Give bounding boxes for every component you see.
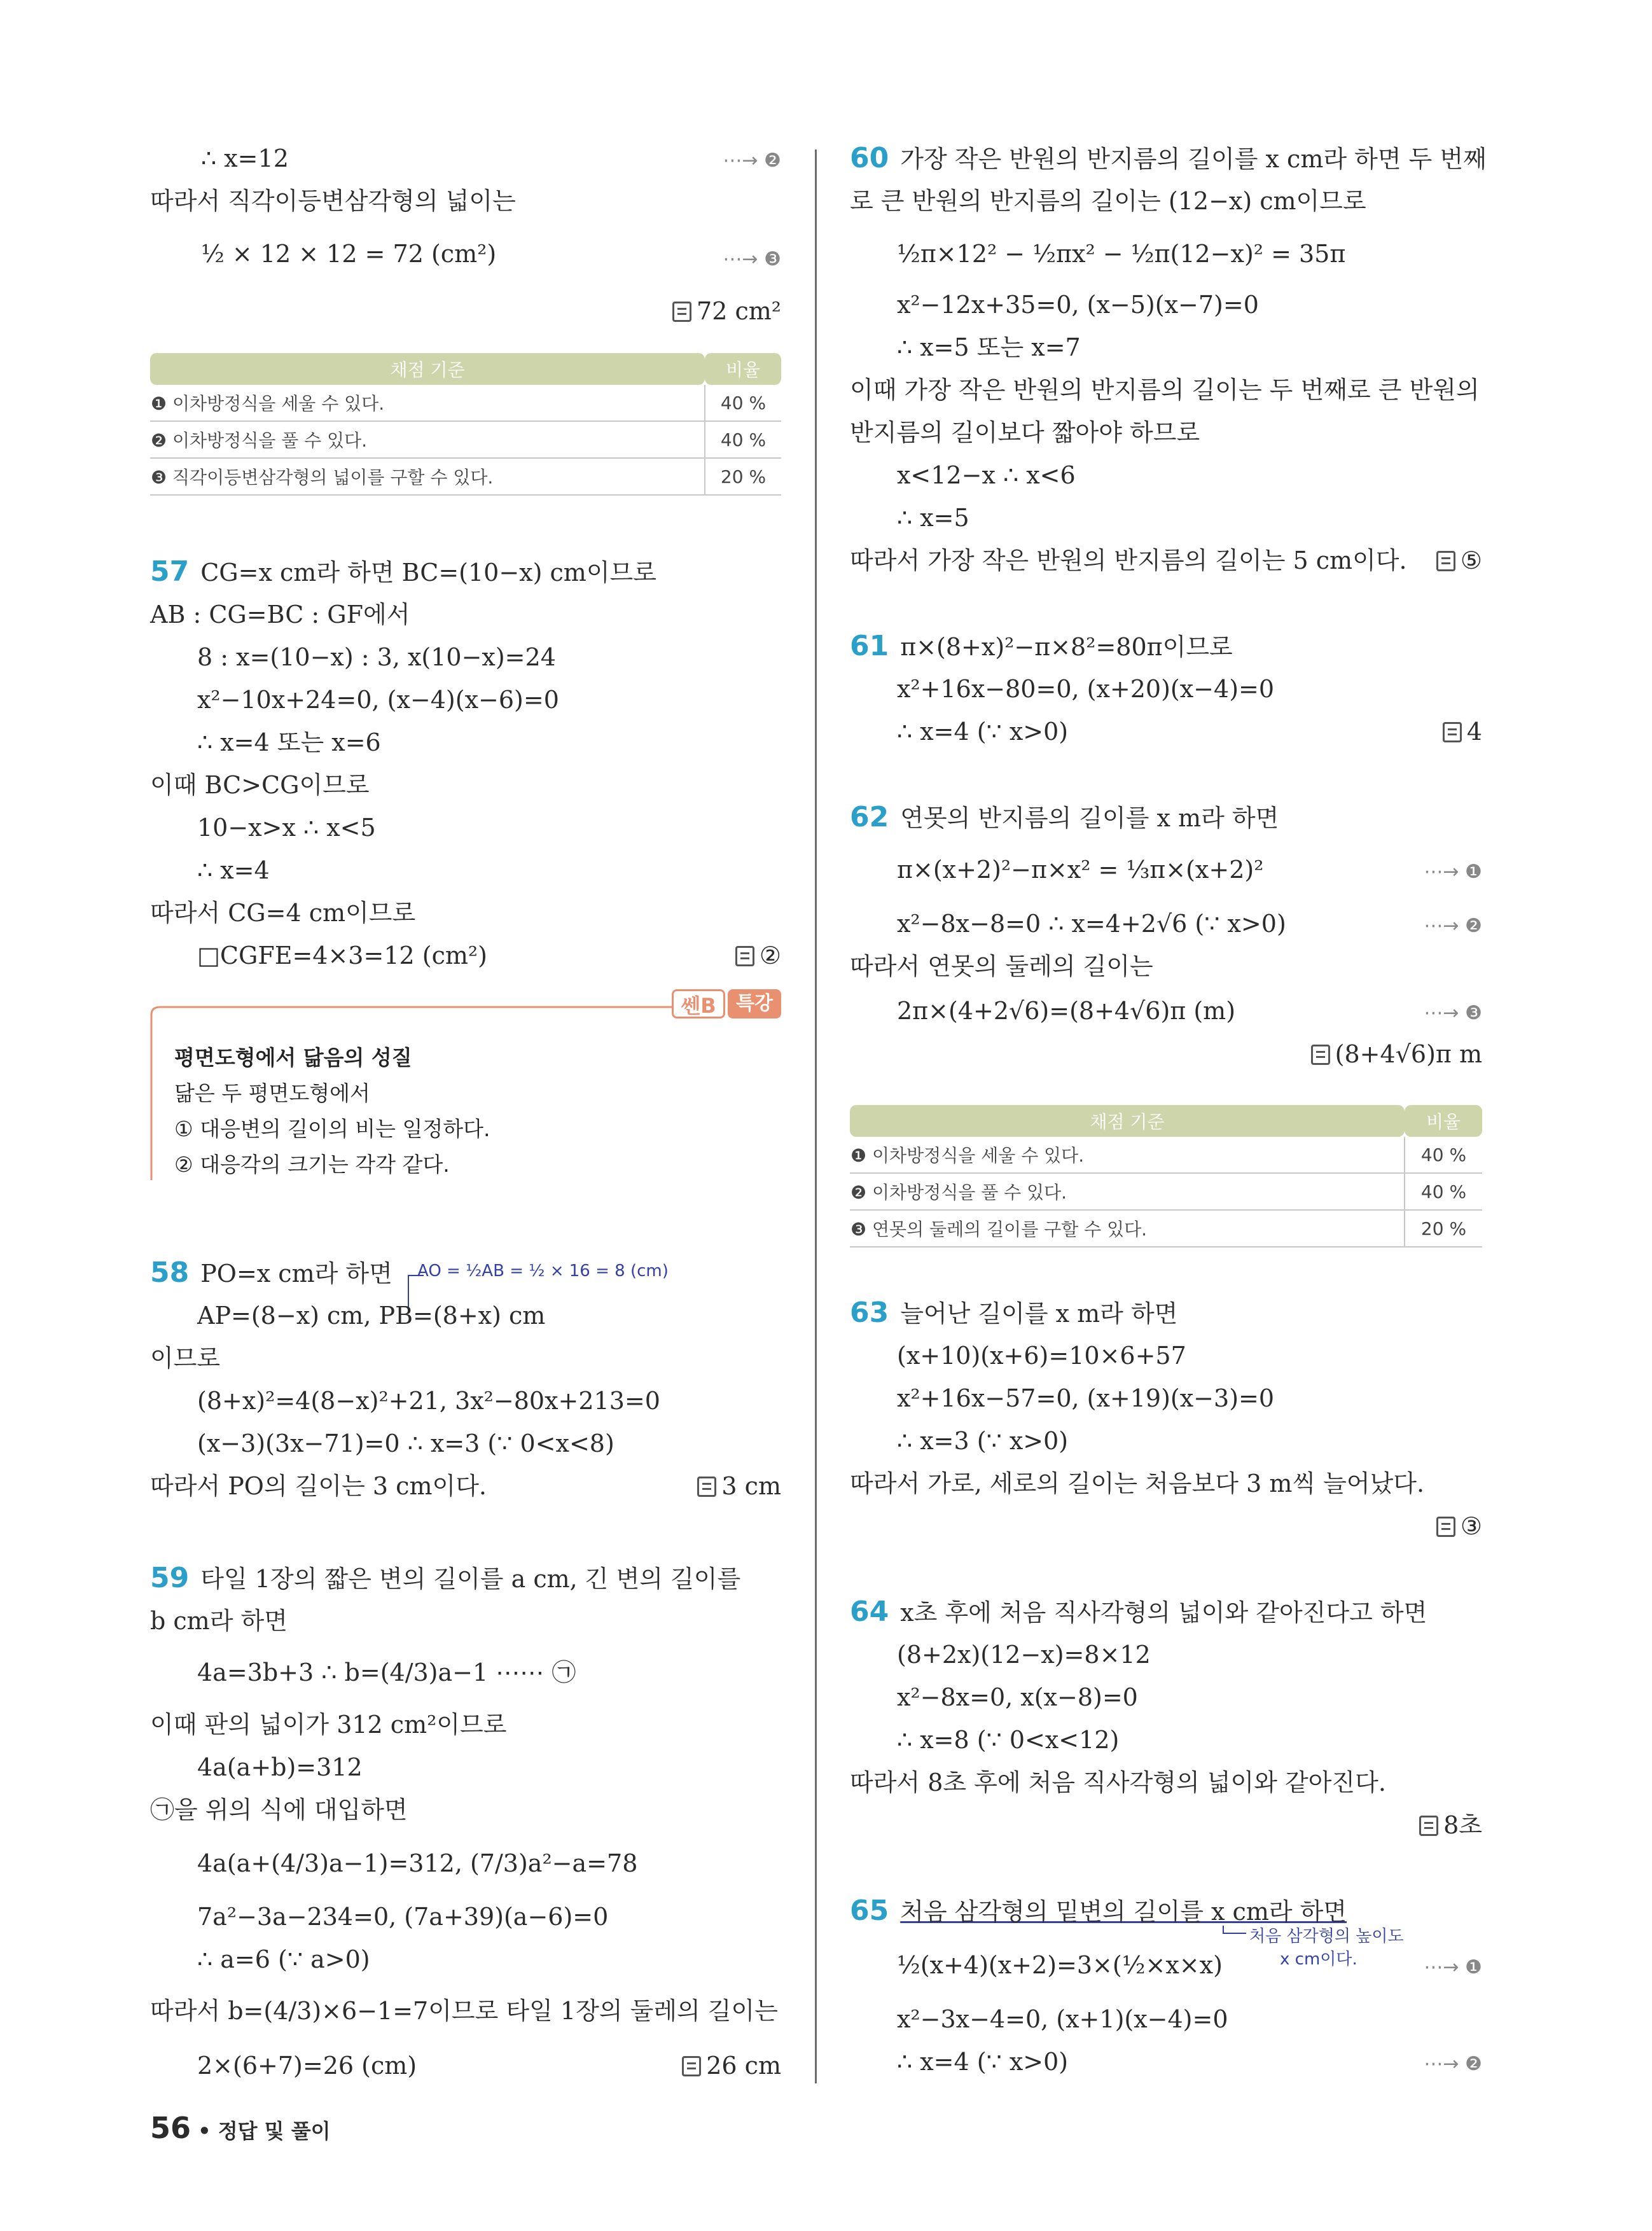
- answer-63: ③: [1436, 1511, 1482, 1541]
- step-marker: ⋯→ ❶: [1424, 861, 1482, 883]
- answer-icon: [1443, 722, 1462, 742]
- solution-line: 2×(6+7)=26 (cm): [197, 2052, 417, 2080]
- solution-line: 반지름의 길이보다 짧아야 하므로: [850, 419, 1200, 447]
- note-connector: [1222, 1924, 1247, 1943]
- answer-59: 26 cm: [682, 2050, 781, 2081]
- step-marker: ⋯→ ❷: [1424, 915, 1482, 937]
- answer-icon: [682, 2056, 701, 2076]
- step-marker: ⋯→ ❶: [1424, 1956, 1482, 1978]
- table-row: ❸ 연못의 둘레의 길이를 구할 수 있다. 20 %: [850, 1210, 1482, 1247]
- step-marker: ⋯→ ❸: [1424, 1002, 1482, 1024]
- ssenb-tag: 특강: [728, 989, 781, 1018]
- table-row: ❶ 이차방정식을 세울 수 있다. 40 %: [850, 1137, 1482, 1173]
- solution-line: 따라서 직각이등변삼각형의 넓이는: [150, 187, 516, 215]
- problem-63-heading: 63 늘어난 길이를 x m라 하면: [850, 1296, 1178, 1329]
- table-row: ❷ 이차방정식을 풀 수 있다. 40 %: [150, 421, 781, 458]
- note-65-line1: 처음 삼각형의 높이도: [1249, 1927, 1404, 1946]
- step-marker: ⋯→ ❷: [723, 149, 781, 172]
- solution-line: ½(x+4)(x+2)=3×(½×x×x): [897, 1951, 1223, 1979]
- solution-line: AP=(8−x) cm, PB=(8+x) cm: [197, 1302, 546, 1330]
- solution-line: 따라서 b=(4/3)×6−1=7이므로 타일 1장의 둘레의 길이는: [150, 1997, 778, 2025]
- solution-line: 이므로: [150, 1344, 221, 1372]
- solution-line: 따라서 가장 작은 반원의 반지름의 길이는 5 cm이다.: [850, 546, 1407, 574]
- table-row: ❷ 이차방정식을 풀 수 있다. 40 %: [850, 1173, 1482, 1210]
- step-marker: ⋯→ ❷: [1424, 2053, 1482, 2075]
- ssenb-brand: 쎈B: [672, 989, 725, 1018]
- answer-icon: [1311, 1045, 1330, 1065]
- table-header: 채점 기준: [150, 353, 705, 385]
- solution-line: ∴ x=4 또는 x=6: [197, 728, 381, 756]
- table-header: 채점 기준: [850, 1105, 1405, 1137]
- problem-58-heading: 58 PO=x cm라 하면: [150, 1256, 392, 1289]
- answer-57: ②: [735, 940, 781, 971]
- answer-56: 72 cm²: [672, 296, 781, 326]
- answer-icon: [697, 1477, 716, 1497]
- table-header: 비율: [705, 353, 781, 385]
- note-58: AO = ½AB = ½ × 16 = 8 (cm): [417, 1261, 669, 1281]
- solution-line: 4a=3b+3 ∴ b=(4/3)a−1 ⋯⋯ ㉠: [197, 1658, 576, 1686]
- solution-line: x²−12x+35=0, (x−5)(x−7)=0: [897, 291, 1259, 319]
- solution-line: b cm라 하면: [150, 1607, 288, 1635]
- solution-line: 2π×(4+2√6)=(8+4√6)π (m): [897, 997, 1236, 1025]
- solution-line: ∴ x=4: [197, 856, 270, 884]
- solution-line: (8+2x)(12−x)=8×12: [897, 1641, 1151, 1669]
- scoring-table: [150, 353, 781, 496]
- page-footer: [150, 2111, 331, 2145]
- answer-icon: [1436, 551, 1455, 571]
- answer-60: ⑤: [1436, 545, 1482, 576]
- solution-line: 4a(a+(4/3)a−1)=312, (7/3)a²−a=78: [197, 1849, 638, 1877]
- solution-line: ∴ x=4 (∵ x>0): [897, 2048, 1069, 2076]
- table-row: ❸ 직각이등변삼각형의 넓이를 구할 수 있다. 20 %: [150, 458, 781, 495]
- footer-label: • 정답 및 풀이: [198, 2119, 331, 2143]
- tip-line: 닮은 두 평면도형에서: [174, 1081, 370, 1106]
- solution-line: 4a(a+b)=312: [197, 1753, 363, 1781]
- solution-line: (x+10)(x+6)=10×6+57: [897, 1342, 1186, 1370]
- solution-line: π×(x+2)²−π×x² = ⅓π×(x+2)²: [897, 856, 1264, 884]
- solution-line: x²−8x−8=0 ∴ x=4+2√6 (∵ x>0): [897, 910, 1286, 938]
- problem-65-heading: 65 처음 삼각형의 밑변의 길이를 x cm라 하면: [850, 1894, 1347, 1927]
- problem-59-heading: 59 타일 1장의 짧은 변의 길이를 a cm, 긴 변의 길이를: [150, 1562, 741, 1594]
- solution-line: x²−10x+24=0, (x−4)(x−6)=0: [197, 686, 559, 714]
- answer-58: 3 cm: [697, 1471, 781, 1501]
- ssenb-badge: [672, 989, 781, 1020]
- solution-line: ½π×12² − ½πx² − ½π(12−x)² = 35π: [897, 240, 1346, 268]
- solution-line: ∴ x=12: [201, 144, 289, 172]
- problem-61-heading: 61 π×(8+x)²−π×8²=80π이므로: [850, 630, 1233, 662]
- column-divider: [815, 149, 817, 2083]
- problem-64-heading: 64 x초 후에 처음 직사각형의 넓이와 같아진다고 하면: [850, 1595, 1427, 1628]
- solution-line: x²+16x−80=0, (x+20)(x−4)=0: [897, 675, 1275, 703]
- solution-line: 8 : x=(10−x) : 3, x(10−x)=24: [197, 643, 556, 671]
- solution-line: ∴ x=8 (∵ 0<x<12): [897, 1726, 1120, 1754]
- solution-line: 따라서 8초 후에 처음 직사각형의 넓이와 같아진다.: [850, 1769, 1386, 1797]
- solution-line: 이때 BC>CG이므로: [150, 771, 370, 799]
- solution-line: 7a²−3a−234=0, (7a+39)(a−6)=0: [197, 1903, 609, 1931]
- solution-line: ∴ x=5 또는 x=7: [897, 333, 1081, 361]
- solution-line: x²−8x=0, x(x−8)=0: [897, 1683, 1138, 1711]
- answer-icon: [735, 946, 754, 966]
- solution-line: 따라서 연못의 둘레의 길이는: [850, 952, 1153, 980]
- solution-line: 10−x>x ∴ x<5: [197, 814, 376, 842]
- solution-line: x²+16x−57=0, (x+19)(x−3)=0: [897, 1384, 1275, 1412]
- solution-line: 따라서 CG=4 cm이므로: [150, 899, 416, 927]
- answer-icon: [672, 302, 691, 322]
- scoring-table: [850, 1105, 1482, 1248]
- page-number: 56: [150, 2111, 191, 2145]
- tip-line: ② 대응각의 크기는 각각 같다.: [174, 1152, 450, 1177]
- solution-line: □CGFE=4×3=12 (cm²): [197, 942, 487, 970]
- solution-line: ∴ x=5: [897, 504, 969, 532]
- step-marker: ⋯→ ❸: [723, 248, 781, 270]
- solution-line: ½ × 12 × 12 = 72 (cm²): [201, 240, 497, 268]
- solution-line: 이때 판의 넓이가 312 cm²이므로: [150, 1711, 507, 1739]
- answer-64: 8초: [1419, 1810, 1482, 1840]
- solution-line: ∴ x=3 (∵ x>0): [897, 1427, 1069, 1455]
- solution-line: ∴ a=6 (∵ a>0): [197, 1945, 370, 1973]
- solution-line: x²−3x−4=0, (x+1)(x−4)=0: [897, 2005, 1228, 2033]
- solution-line: ㉠을 위의 식에 대입하면: [150, 1796, 408, 1824]
- problem-62-heading: 62 연못의 반지름의 길이를 x m라 하면: [850, 801, 1279, 833]
- answer-icon: [1419, 1816, 1438, 1836]
- solution-line: 이때 가장 작은 반원의 반지름의 길이는 두 번째로 큰 반원의: [850, 376, 1480, 404]
- solution-line: (x−3)(3x−71)=0 ∴ x=3 (∵ 0<x<8): [197, 1429, 614, 1457]
- solution-line: 따라서 가로, 세로의 길이는 처음보다 3 m씩 늘어났다.: [850, 1470, 1425, 1498]
- solution-line: ∴ x=4 (∵ x>0): [897, 718, 1069, 746]
- problem-57-heading: 57 CG=x cm라 하면 BC=(10−x) cm이므로: [150, 555, 656, 588]
- solution-line: x<12−x ∴ x<6: [897, 461, 1076, 489]
- table-row: ❶ 이차방정식을 세울 수 있다. 40 %: [150, 385, 781, 421]
- note-65-line2: x cm이다.: [1280, 1950, 1357, 1969]
- solution-line: 로 큰 반원의 반지름의 길이는 (12−x) cm이므로: [850, 187, 1366, 215]
- solution-line: AB : CG=BC : GF에서: [150, 601, 410, 629]
- solution-line: (8+x)²=4(8−x)²+21, 3x²−80x+213=0: [197, 1387, 660, 1415]
- answer-icon: [1436, 1517, 1455, 1537]
- tip-line: ① 대응변의 길이의 비는 일정하다.: [174, 1116, 490, 1141]
- tip-title: 평면도형에서 닮음의 성질: [174, 1045, 412, 1070]
- problem-60-heading: 60 가장 작은 반원의 반지름의 길이를 x cm라 하면 두 번째: [850, 142, 1487, 174]
- table-header: 비율: [1405, 1105, 1482, 1137]
- solution-line: 따라서 PO의 길이는 3 cm이다.: [150, 1472, 487, 1500]
- answer-62: (8+4√6)π m: [1311, 1039, 1482, 1069]
- answer-61: 4: [1443, 716, 1482, 747]
